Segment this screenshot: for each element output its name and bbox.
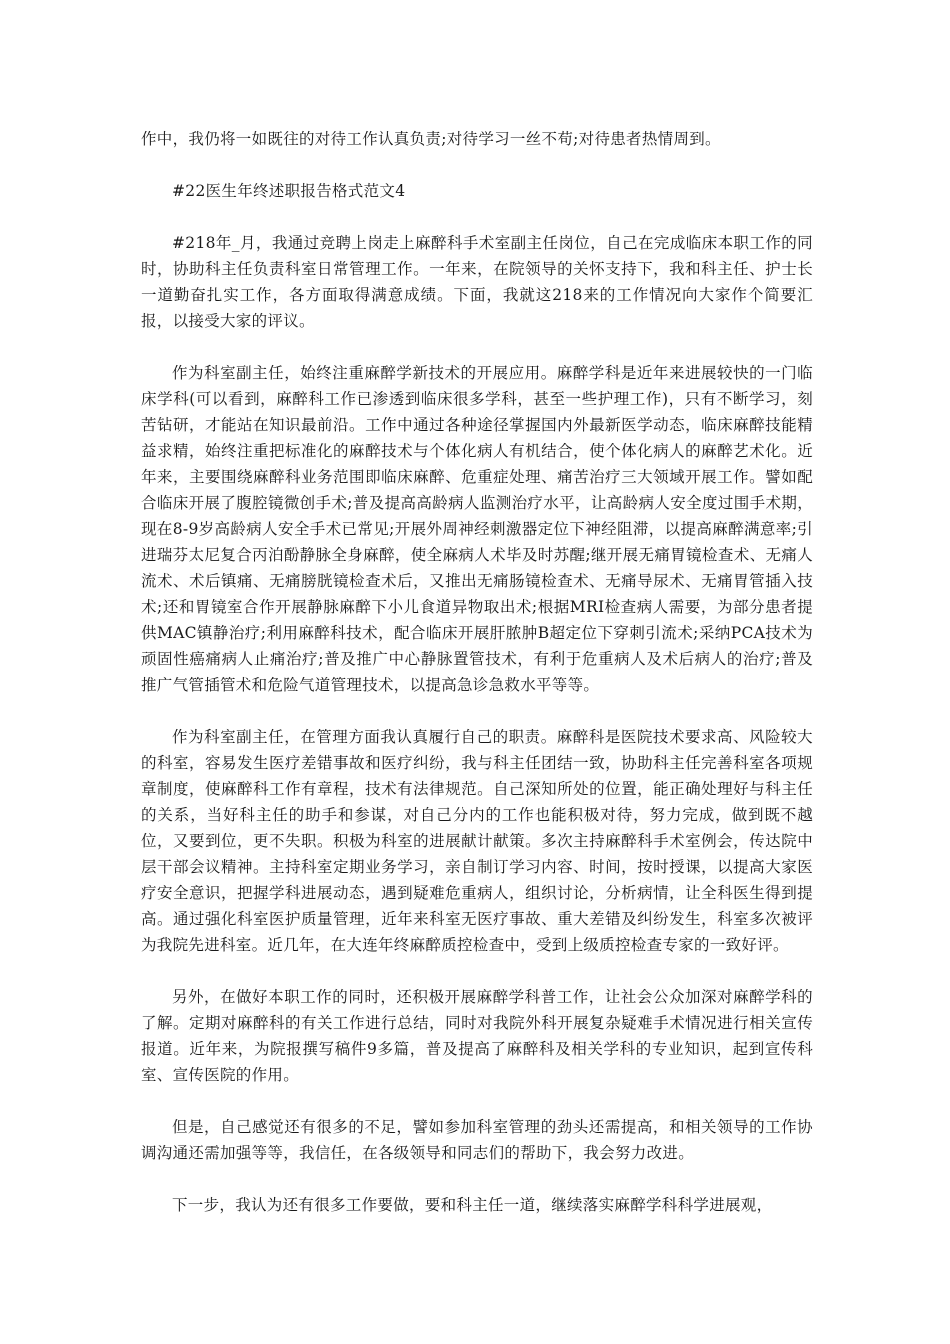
section-heading: #22医生年终述职报告格式范文4 bbox=[172, 182, 406, 200]
paragraph-science-outreach: 另外，在做好本职工作的同时，还积极开展麻醉学科普工作，让社会公众加深对麻醉学科的了解。定期对麻醉科的有关工作进行总结，同时对我院外科开展复杂疑难手术情况进行相关宣传报道。近年来，为院报撰写稿件9多篇，普及提高了麻醉科及相关学科的专业知识，起到宣传科室、宣传医院的作用。 bbox=[141, 988, 813, 1084]
paragraph-intro: #218年_月，我通过竞聘上岗走上麻醉科手术室副主任岗位，自己在完成临床本职工作的同时，协助科主任负责科室日常管理工作。一年来，在院领导的关怀支持下，我和科主任、护士长一道勤奋扎实工作，各方面取得满意成绩。下面，我就这218来的工作情况向大家作个简要汇报，以接受大家的评议。 bbox=[141, 234, 813, 330]
paragraph-continuation: 作中，我仍将一如既往的对待工作认真负责;对待学习一丝不苟;对待患者热情周到。 bbox=[141, 130, 721, 148]
paragraph-next-steps: 下一步，我认为还有很多工作要做，要和科主任一道，继续落实麻醉学科科学进展观， bbox=[172, 1196, 773, 1214]
paragraph-new-techniques: 作为科室副主任，始终注重麻醉学新技术的开展应用。麻醉学科是近年来进展较快的一门临床学科(可以看到，麻醉科工作已渗透到临床很多学科，甚至一些护理工作)，只有不断学习，刻苦钻研，才能站在知识最前沿。工作中通过各种途径掌握国内外最新医学动态，临床麻醉技能精益求精，始终注重把标准化的麻醉技术与个体化病人有机结合，使个体化病人的麻醉艺术化。近年来，主要围绕麻醉科业务范围即临床麻醉、危重症处理、痛苦治疗三大领域开展工作。譬如配合临床开展了腹腔镜微创手术;普及提高高龄病人监测治疗水平，让高龄病人安全度过围手术期，现在8-9岁高龄病人安全手术已常见;开展外周神经刺激器定位下神经阻滞，以提高麻醉满意率;引进瑞芬太尼复合丙泊酚静脉全身麻醉，使全麻病人术毕及时苏醒;继开展无痛胃镜检查术、无痛人流术、术后镇痛、无痛膀胱镜检查术后，又推出无痛肠镜检查术、无痛导尿术、无痛胃管插入技术;还和胃镜室合作开展静脉麻醉下小儿食道异物取出术;根据MRI检查病人需要，为部分患者提供MAC镇静治疗;利用麻醉科技术，配合临床开展肝脓肿B超定位下穿刺引流术;采纳PCA技术为顽固性癌痛病人止痛治疗;普及推广中心静脉置管技术，有利于危重病人及术后病人的治疗;普及推广气管插管术和危险气道管理技术，以提高急诊急救水平等等。 bbox=[141, 364, 813, 694]
paragraph-shortcomings: 但是，自己感觉还有很多的不足，譬如参加科室管理的劲头还需提高，和相关领导的工作协调沟通还需加强等等，我信任，在各级领导和同志们的帮助下，我会努力改进。 bbox=[141, 1118, 813, 1162]
paragraph-management: 作为科室副主任，在管理方面我认真履行自己的职责。麻醉科是医院技术要求高、风险较大的科室，容易发生医疗差错事故和医疗纠纷，我与科主任团结一致，协助科主任完善科室各项规章制度，使麻醉科工作有章程，技术有法律规范。自己深知所处的位置，能正确处理好与科主任的关系，当好科主任的助手和参谋，对自己分内的工作也能积极对待，努力完成，做到既不越位，又要到位，更不失职。积极为科室的进展献计献策。多次主持麻醉科手术室例会，传达院中层干部会议精神。主持科室定期业务学习，亲自制订学习内容、时间，按时授课，以提高大家医疗安全意识，把握学科进展动态，遇到疑难危重病人，组织讨论，分析病情，让全科医生得到提高。通过强化科室医护质量管理，近年来科室无医疗事故、重大差错及纠纷发生，科室多次被评为我院先进科室。近几年，在大连年终麻醉质控检查中，受到上级质控检查专家的一致好评。 bbox=[141, 728, 813, 954]
document-page bbox=[141, 126, 813, 1244]
